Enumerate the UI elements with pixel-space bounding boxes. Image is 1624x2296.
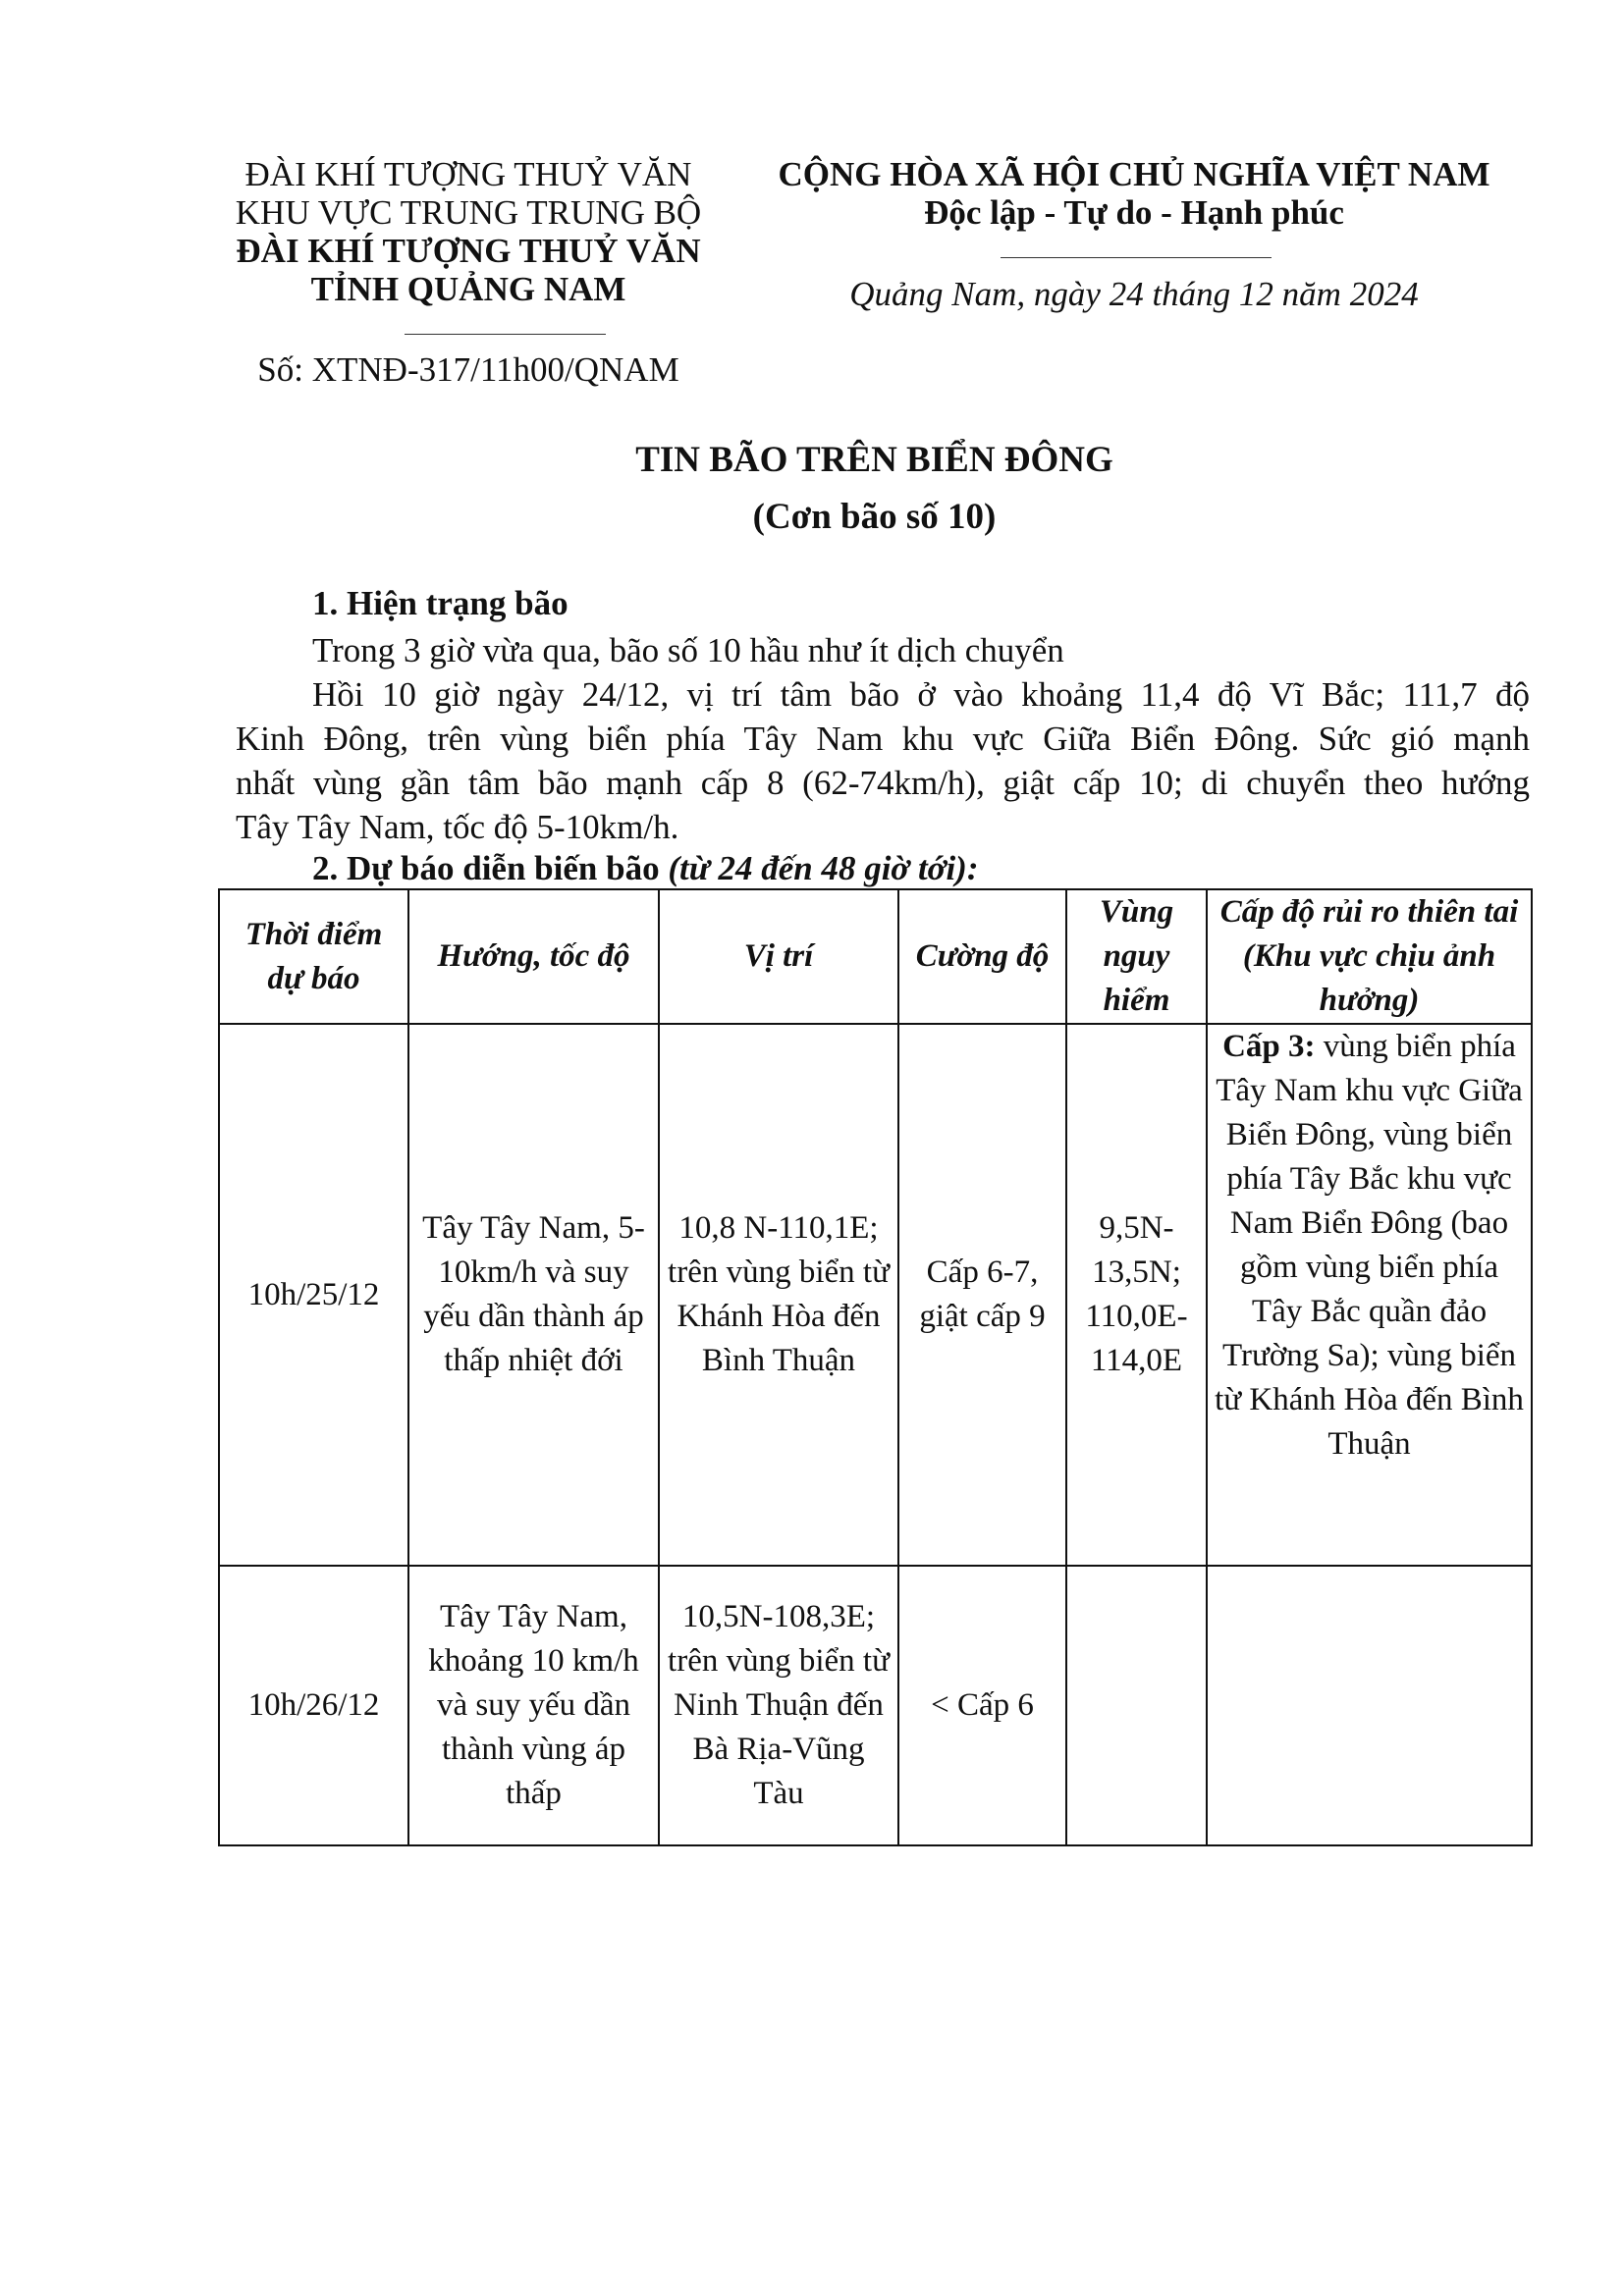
- section-1-para-2-line-4: Tây Tây Nam, tốc độ 5-10km/h.: [236, 808, 679, 846]
- document-number: Số: XTNĐ-317/11h00/QNAM: [257, 350, 679, 389]
- cell-risk-level: [1207, 1024, 1532, 1566]
- section-1-para-2-line-1: Hồi 10 giờ ngày 24/12, vị trí tâm bão ở vào khoảng 11,4 độ Vĩ Bắc; 111,7 độ: [312, 675, 1530, 714]
- nation-header: [741, 155, 1527, 232]
- cell-time: 10h/25/12: [219, 1024, 408, 1566]
- agency-line-4: TỈNH QUẢNG NAM: [310, 270, 626, 308]
- cell-intensity: Cấp 6-7, giật cấp 9: [898, 1024, 1066, 1566]
- section-2-heading-range: (từ 24 đến 48 giờ tới):: [668, 849, 979, 887]
- cell-position: 10,5N-108,3E; trên vùng biển từ Ninh Thuận đến Bà Rịa-Vũng Tàu: [659, 1566, 898, 1845]
- cell-intensity: < Cấp 6: [898, 1566, 1066, 1845]
- nation-name: CỘNG HÒA XÃ HỘI CHỦ NGHĨA VIỆT NAM: [778, 155, 1490, 193]
- section-1-para-2-line-3: nhất vùng gần tâm bão mạnh cấp 8 (62-74km/h), giật cấp 10; di chuyển theo hướng: [236, 764, 1530, 802]
- header-danger-zone: Vùng nguy hiểm: [1066, 889, 1207, 1024]
- header-position: Vị trí: [659, 889, 898, 1024]
- cell-position: 10,8 N-110,1E; trên vùng biển từ Khánh Hòa đến Bình Thuận: [659, 1024, 898, 1566]
- cell-danger-zone: [1066, 1566, 1207, 1845]
- document-subtitle: (Cơn bão số 10): [752, 497, 997, 537]
- header-time: Thời điểm dự báo: [219, 889, 408, 1024]
- agency-underline: [405, 334, 606, 335]
- agency-line-2: KHU VỰC TRUNG TRUNG BỘ: [235, 193, 702, 232]
- risk-level-label: Cấp 3:: [1222, 1029, 1316, 1064]
- cell-danger-zone: 9,5N-13,5N; 110,0E-114,0E: [1066, 1024, 1207, 1566]
- motto-underline: [1001, 257, 1272, 258]
- cell-direction: Tây Tây Nam, khoảng 10 km/h và suy yếu dần thành vùng áp thấp: [408, 1566, 659, 1845]
- nation-motto: Độc lập - Tự do - Hạnh phúc: [924, 193, 1344, 232]
- agency-header: [218, 155, 719, 308]
- header-risk-level: Cấp độ rủi ro thiên tai (Khu vực chịu ảnh hưởng): [1207, 889, 1532, 1024]
- cell-time: 10h/26/12: [219, 1566, 408, 1845]
- table-row: [219, 1024, 1532, 1566]
- section-1-para-2-line-2: Kinh Đông, trên vùng biển phía Tây Nam khu vực Giữa Biển Đông. Sức gió mạnh: [236, 720, 1530, 758]
- table-row: [219, 1566, 1532, 1845]
- place-date: Quảng Nam, ngày 24 tháng 12 năm 2024: [849, 275, 1419, 313]
- cell-risk-level: [1207, 1566, 1532, 1845]
- header-intensity: Cường độ: [898, 889, 1066, 1024]
- section-2-heading-text: 2. Dự báo diễn biến bão: [312, 849, 669, 887]
- document-title: TIN BÃO TRÊN BIỂN ĐÔNG: [635, 440, 1113, 480]
- cell-direction: Tây Tây Nam, 5-10km/h và suy yếu dần thành áp thấp nhiệt đới: [408, 1024, 659, 1566]
- section-2-heading: [312, 846, 979, 890]
- section-1-para-1: Trong 3 giờ vừa qua, bão số 10 hầu như ít dịch chuyển: [312, 631, 1064, 669]
- table-header-row: [219, 889, 1532, 1024]
- agency-line-1: ĐÀI KHÍ TƯỢNG THUỶ VĂN: [244, 155, 692, 193]
- agency-line-3: ĐÀI KHÍ TƯỢNG THUỶ VĂN: [236, 232, 701, 270]
- section-1-heading: 1. Hiện trạng bão: [312, 584, 568, 622]
- header-direction: Hướng, tốc độ: [408, 889, 659, 1024]
- risk-level-text: vùng biển phía Tây Nam khu vực Giữa Biển Đông, vùng biển phía Tây Bắc khu vực Nam Biển Đông (bao gồm vùng biển phía Tây Bắc quần đảo Trường Sa); vùng biển từ Khánh Hòa đến Bình Thuận: [1215, 1029, 1524, 1462]
- forecast-table: [218, 888, 1533, 1846]
